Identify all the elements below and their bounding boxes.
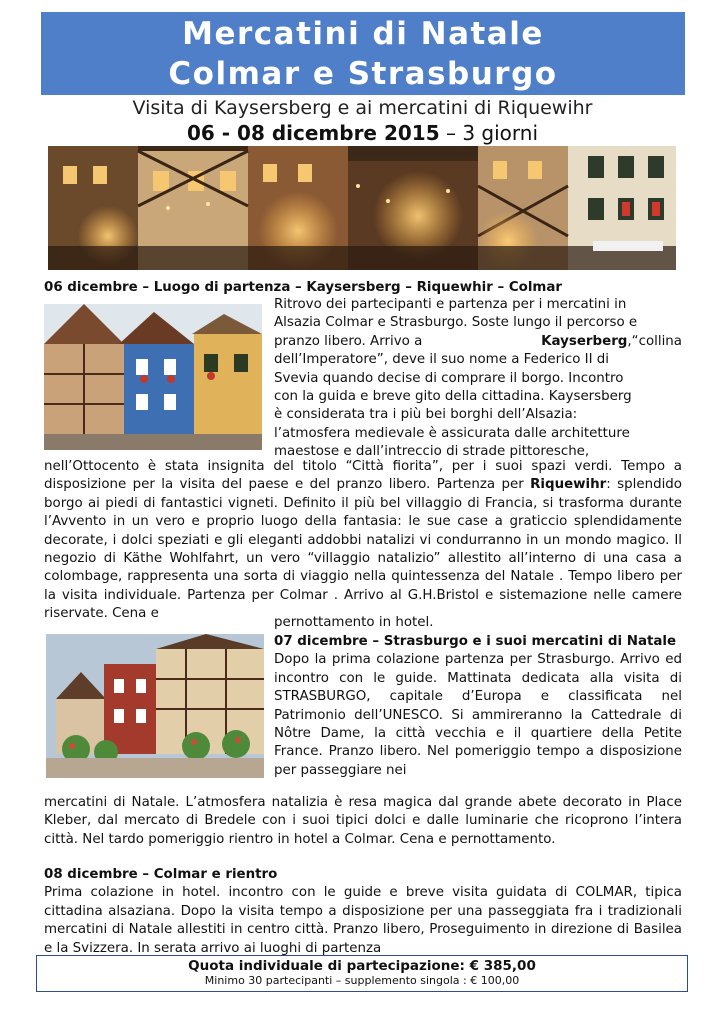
day1-paragraph — [44, 458, 682, 624]
day3-paragraph: Prima colazione in hotel. incontro con le guide e breve visita guidata di COLMAR, tipica cittadina alsaziana. Dopo la visita tempo a disposizione per una passeggiata fra i tradizionali mercatini di Natale allestiti in centro città. Pranzo libero, Proseguimento in direzione di Basilea e la Svizzera. In serata arrivo ai luoghi di partenza — [44, 885, 682, 956]
day1-full-text — [44, 458, 682, 624]
day1-line: con la guida e breve gito della cittadina. Kaysersberg — [274, 389, 632, 405]
price-box — [36, 955, 688, 992]
day1-line — [274, 333, 682, 351]
day2-heading: 07 dicembre – Strasburgo e i suoi mercatini di Natale — [274, 634, 677, 649]
day1-line: è considerata tra i più bei borghi dell’Alsazia: — [274, 407, 578, 423]
strasbourg-photo — [46, 634, 264, 778]
price-minimum: Minimo 30 partecipanti – supplemento singola : € 100,00 — [204, 974, 520, 987]
day2-paragraph: mercatini di Natale. L’atmosfera natalizia è resa magica dal grande abete decorato in Place Kleber, dal mercato di Bredele con i suoi tipici dolci e dalle luminarie che ricoprono l’intera città. Nel tardo pomeriggio rientro in hotel a Colmar. Cena e pernottamento. — [44, 795, 682, 847]
dates-bold: 06 - 08 dicembre 2015 — [186, 121, 440, 145]
dates-duration: – 3 giorni — [439, 121, 539, 145]
day3-heading: 08 dicembre – Colmar e rientro — [44, 867, 278, 882]
day1-line-part: pranzo libero. Arrivo a — [274, 333, 423, 349]
day1-line: Svevia quando decise di comprare il borgo. Incontro — [274, 370, 624, 386]
day1-side-text — [274, 296, 682, 462]
day1-line: dell’Imperatore”, deve il suo nome a Federico II di — [274, 352, 610, 368]
riquewihr-name: Riquewihr — [530, 477, 607, 493]
price-quota: Quota individuale di partecipazione: € 385,00 — [188, 958, 536, 974]
day1-tail: pernottamento in hotel. — [274, 615, 434, 630]
day1-line: l’atmosfera medievale è assicurata dalle architetture — [274, 425, 630, 441]
kaysersberg-photo — [44, 304, 262, 450]
kaysersberg-name: Kayserberg — [541, 333, 628, 349]
day1-line: maestose e dall’intreccio di strade pittoresche, — [274, 444, 590, 460]
title-line-2: Colmar e Strasburgo — [168, 56, 558, 92]
day2-side-text: Dopo la prima colazione partenza per Strasburgo. Arrivo ed incontro con le guide. Mattinata dedicata alla visita di STRASBURGO, capitale d’Europa e classificata nel Patrimonio dell’UNESCO. Si ammireranno la Cattedrale di Nôtre Dame, la città vecchia e il quartiere della Petite France. Pranzo libero. Nel pomeriggio tempo a disposizione per passeggiare nei — [274, 652, 682, 778]
day1-line-part: ,“collina — [627, 333, 682, 349]
kaysersberg-segment — [541, 333, 682, 351]
day1-text-part2: : splendido borgo ai piedi di fantastici vigneti. Definito il più bel villaggio di Francia, si trasforma durante l’Avvento in un vero e proprio luogo della fantasia: le sue case a graticcio splendidamente decorate, i dolci speziati e gli eleganti addobbi natalizi vi condurranno in un mondo magico. Il negozio di Käthe Wohlfahrt, un vero “villaggio natalizio” allestito all’interno di una casa a colombage, rappresenta una sorta di viaggio nella quintessenza del Natale . Tempo libero per la visita individuale. Partenza per Colmar . Arrivo al G.H.Bristol e sistemazione nelle camere riservate. Cena e — [44, 477, 682, 622]
title-banner — [41, 12, 685, 95]
day3-block — [44, 866, 682, 958]
day1-line: Alsazia Colmar e Strasburgo. Soste lungo il percorso e — [274, 315, 638, 331]
day1-heading: 06 dicembre – Luogo di partenza – Kaysersberg – Riquewhir – Colmar — [44, 280, 563, 295]
day1-line: Ritrovo dei partecipanti e partenza per i mercatini in — [274, 297, 627, 312]
day2-full-text — [44, 794, 682, 849]
day2-side-block — [274, 633, 682, 780]
day1-text-part1: nell’Ottocento è stata insignita del titolo “Città fiorita”, per i suoi spazi verdi. Tempo a disposizione per la visita del paese e del pranzo libero. Partenza per — [44, 459, 682, 493]
trip-dates — [0, 121, 725, 145]
title-line-1: Mercatini di Natale — [182, 16, 544, 52]
hero-photo-christmas-street — [48, 146, 676, 270]
subtitle: Visita di Kaysersberg e ai mercatini di Riquewihr — [132, 97, 593, 119]
